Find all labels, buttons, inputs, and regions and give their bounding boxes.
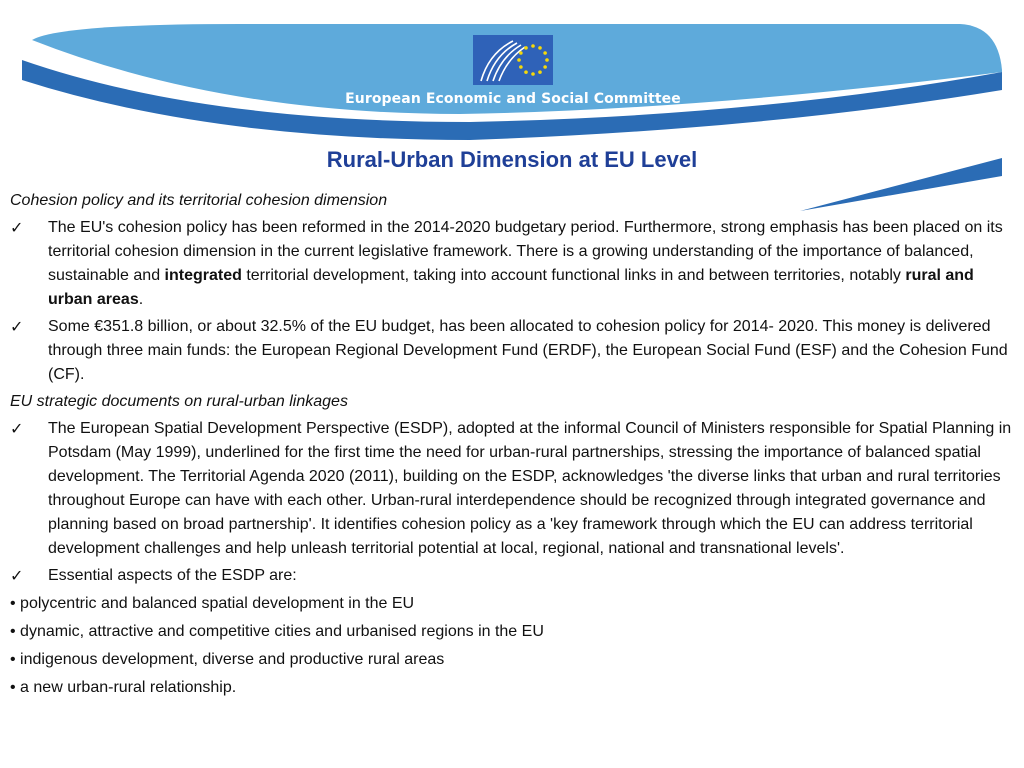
- bullet-text: .: [138, 291, 144, 308]
- logo-star-icon: [545, 58, 549, 62]
- logo-star-icon: [531, 72, 535, 76]
- eesc-logo-icon: [473, 35, 553, 85]
- bullet-text: Some €351.8 billion, or about 32.5% of the EU budget, has been allocated to cohesion policy for 2014- 2020. This money is delivered through three main funds: the European Regional Development Fund (ERDF), the European Social Fund (ESF) and the Cohesion Fund (CF).: [48, 318, 1008, 383]
- bold-term: integrated: [164, 267, 242, 284]
- logo-star-icon: [543, 65, 547, 69]
- bullet-text: The EU's cohesion policy has been reformed in the 2014-2020 budgetary period. Furthermore, strong emphasis has been placed on its territorial cohesion dimension in the current legislative framework. There is a growing understanding of the importance of balanced, sustainable and: [48, 219, 1003, 284]
- bold-term: rural and urban areas: [48, 267, 974, 308]
- checkmark-icon: ✓: [10, 566, 24, 585]
- section-heading-strategic-docs: EU strategic documents on rural-urban linkages: [10, 393, 348, 410]
- logo-star-icon: [524, 70, 528, 74]
- bullet-text: territorial development, taking into account functional links in and between territories, notably: [241, 267, 906, 284]
- logo-star-icon: [517, 58, 521, 62]
- slide-title: Rural-Urban Dimension at EU Level: [326, 147, 698, 172]
- checkmark-icon: ✓: [10, 317, 24, 336]
- list-item: • dynamic, attractive and competitive cities and urbanised regions in the EU: [10, 623, 544, 640]
- logo-star-icon: [543, 51, 547, 55]
- bullet-cohesion-reform: [10, 216, 1016, 312]
- logo-star-icon: [531, 44, 535, 48]
- list-item: • indigenous development, diverse and productive rural areas: [10, 651, 445, 668]
- bullet-cohesion-budget: [10, 315, 1016, 387]
- checkmark-icon: ✓: [10, 218, 24, 237]
- logo-star-icon: [538, 46, 542, 50]
- logo-star-icon: [524, 46, 528, 50]
- logo-star-icon: [538, 70, 542, 74]
- checkmark-icon: ✓: [10, 419, 24, 438]
- list-item: • polycentric and balanced spatial development in the EU: [10, 595, 415, 612]
- bullet-text: The European Spatial Development Perspective (ESDP), adopted at the informal Council of Ministers responsible for Spatial Planning in Potsdam (May 1999), underlined for the first time the need for urban-rural partnerships, stressing the importance of balanced spatial development. The Territorial Agenda 2020 (2011), building on the ESDP, acknowledges 'the diverse links that urban and rural territories throughout Europe can have with each other. Urban-rural interdependence should be recognized through integrated governance and planning based on broad partnership'. It identifies cohesion policy as a 'key framework through which the EU can address territorial development challenges and help unleash territorial potential at local, regional, national and transnational levels'.: [48, 420, 1012, 557]
- organization-name: European Economic and Social Committee: [345, 91, 681, 107]
- list-item: • a new urban-rural relationship.: [10, 679, 237, 696]
- section-heading-cohesion: Cohesion policy and its territorial cohesion dimension: [10, 192, 388, 209]
- slide-body: [10, 189, 1016, 704]
- bullet-text: Essential aspects of the ESDP are:: [48, 567, 297, 584]
- bullet-esdp-aspects: [10, 564, 1016, 588]
- logo-star-icon: [519, 51, 523, 55]
- logo-star-icon: [519, 65, 523, 69]
- header-banner: [0, 0, 1024, 215]
- bullet-esdp: [10, 417, 1016, 561]
